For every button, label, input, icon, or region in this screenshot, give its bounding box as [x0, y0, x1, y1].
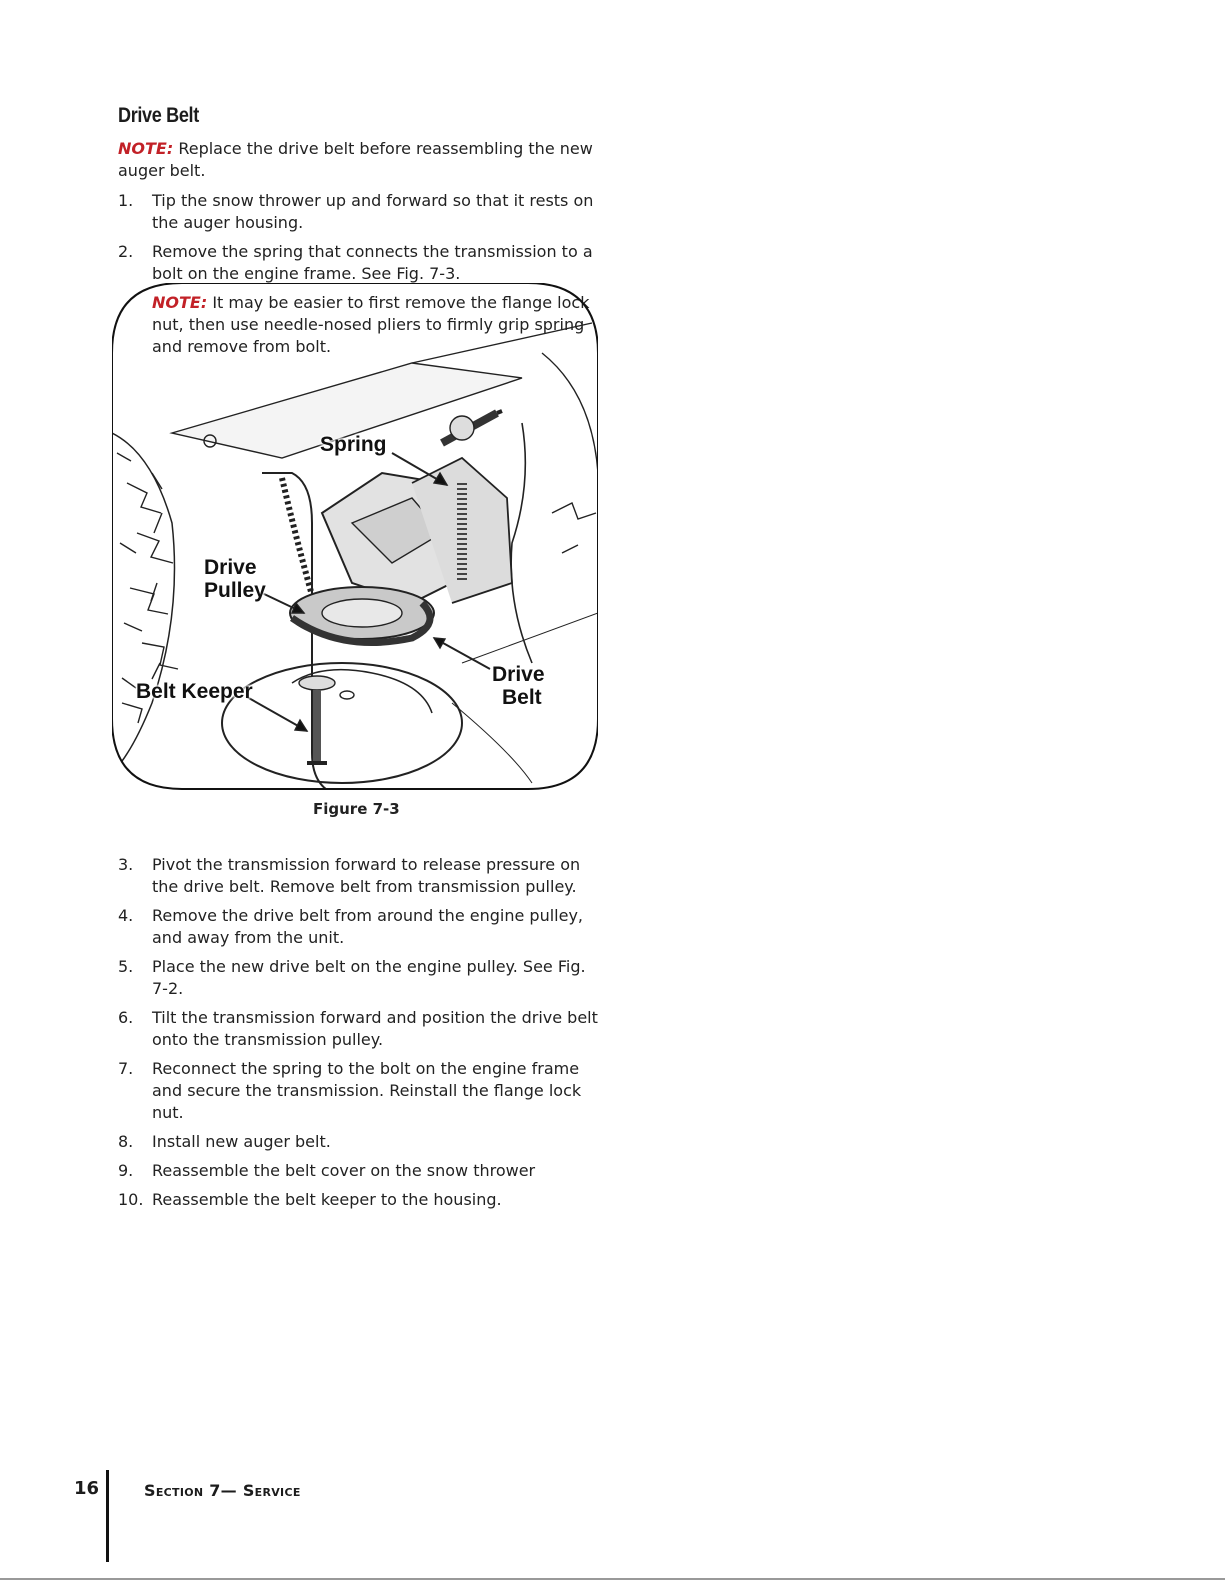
list-item [118, 190, 606, 234]
list-item [118, 1131, 606, 1153]
list-item [118, 1160, 606, 1182]
label-drive-pulley-line1: Drive [204, 556, 257, 579]
steps-list-a [118, 190, 606, 292]
step-number: 6. [118, 1008, 134, 1027]
step-text: Pivot the transmission forward to release pressure on the drive belt. Remove belt from transmission pulley. [152, 855, 581, 896]
list-item [118, 905, 606, 949]
list-item [118, 1058, 606, 1124]
illustration-svg [112, 283, 598, 795]
step-text: Reassemble the belt keeper to the housing. [152, 1190, 502, 1209]
step-text: Remove the drive belt from around the engine pulley, and away from the unit. [152, 906, 583, 947]
step-number: 10. [118, 1190, 144, 1209]
list-item [118, 854, 606, 898]
step-text: Place the new drive belt on the engine pulley. See Fig. 7-2. [152, 957, 586, 998]
step-number: 5. [118, 957, 134, 976]
step-number: 3. [118, 855, 134, 874]
figure-caption: Figure 7-3 [313, 800, 400, 818]
label-drive-belt-line1: Drive [492, 663, 545, 686]
note-label: NOTE: [118, 139, 174, 158]
steps-list-b [118, 854, 606, 1218]
list-item [118, 1189, 606, 1211]
step-number: 2. [118, 242, 134, 261]
footer-divider [106, 1470, 109, 1562]
step-number: 4. [118, 906, 134, 925]
step-text: Remove the spring that connects the transmission to a bolt on the engine frame. See Fig. 7-3. [152, 242, 593, 283]
note-replace-belt [118, 138, 598, 182]
step-text: Reassemble the belt cover on the snow thrower [152, 1161, 536, 1180]
note-label: NOTE: [152, 293, 208, 312]
step-text: Tilt the transmission forward and position the drive belt onto the transmission pulley. [152, 1008, 598, 1049]
label-belt-keeper: Belt Keeper [136, 680, 253, 703]
page-number: 16 [74, 1478, 100, 1499]
step-text: Reconnect the spring to the bolt on the engine frame and secure the transmission. Reinstall the flange lock nut. [152, 1059, 582, 1122]
note-text: It may be easier to first remove the flange lock nut, then use needle-nosed pliers to firmly grip spring and remove from bolt. [152, 293, 590, 356]
step-number: 9. [118, 1161, 134, 1180]
label-drive-pulley-line2: Pulley [204, 579, 266, 602]
footer-section-title: Section 7— Service [144, 1481, 301, 1500]
list-item [118, 956, 606, 1000]
note-text: Replace the drive belt before reassembling the new auger belt. [118, 139, 593, 180]
list-item [118, 241, 606, 285]
step-number: 1. [118, 191, 134, 210]
step-number: 7. [118, 1059, 134, 1078]
list-item [118, 1007, 606, 1051]
label-drive-belt-line2: Belt [502, 686, 542, 709]
step-number: 8. [118, 1132, 134, 1151]
label-spring: Spring [320, 433, 387, 456]
section-heading: Drive Belt [118, 104, 199, 127]
page-bottom-rule [0, 1578, 1225, 1580]
step-text: Tip the snow thrower up and forward so that it rests on the auger housing. [152, 191, 594, 232]
figure-drive-belt-illustration [112, 283, 598, 795]
step-text: Install new auger belt. [152, 1132, 331, 1151]
